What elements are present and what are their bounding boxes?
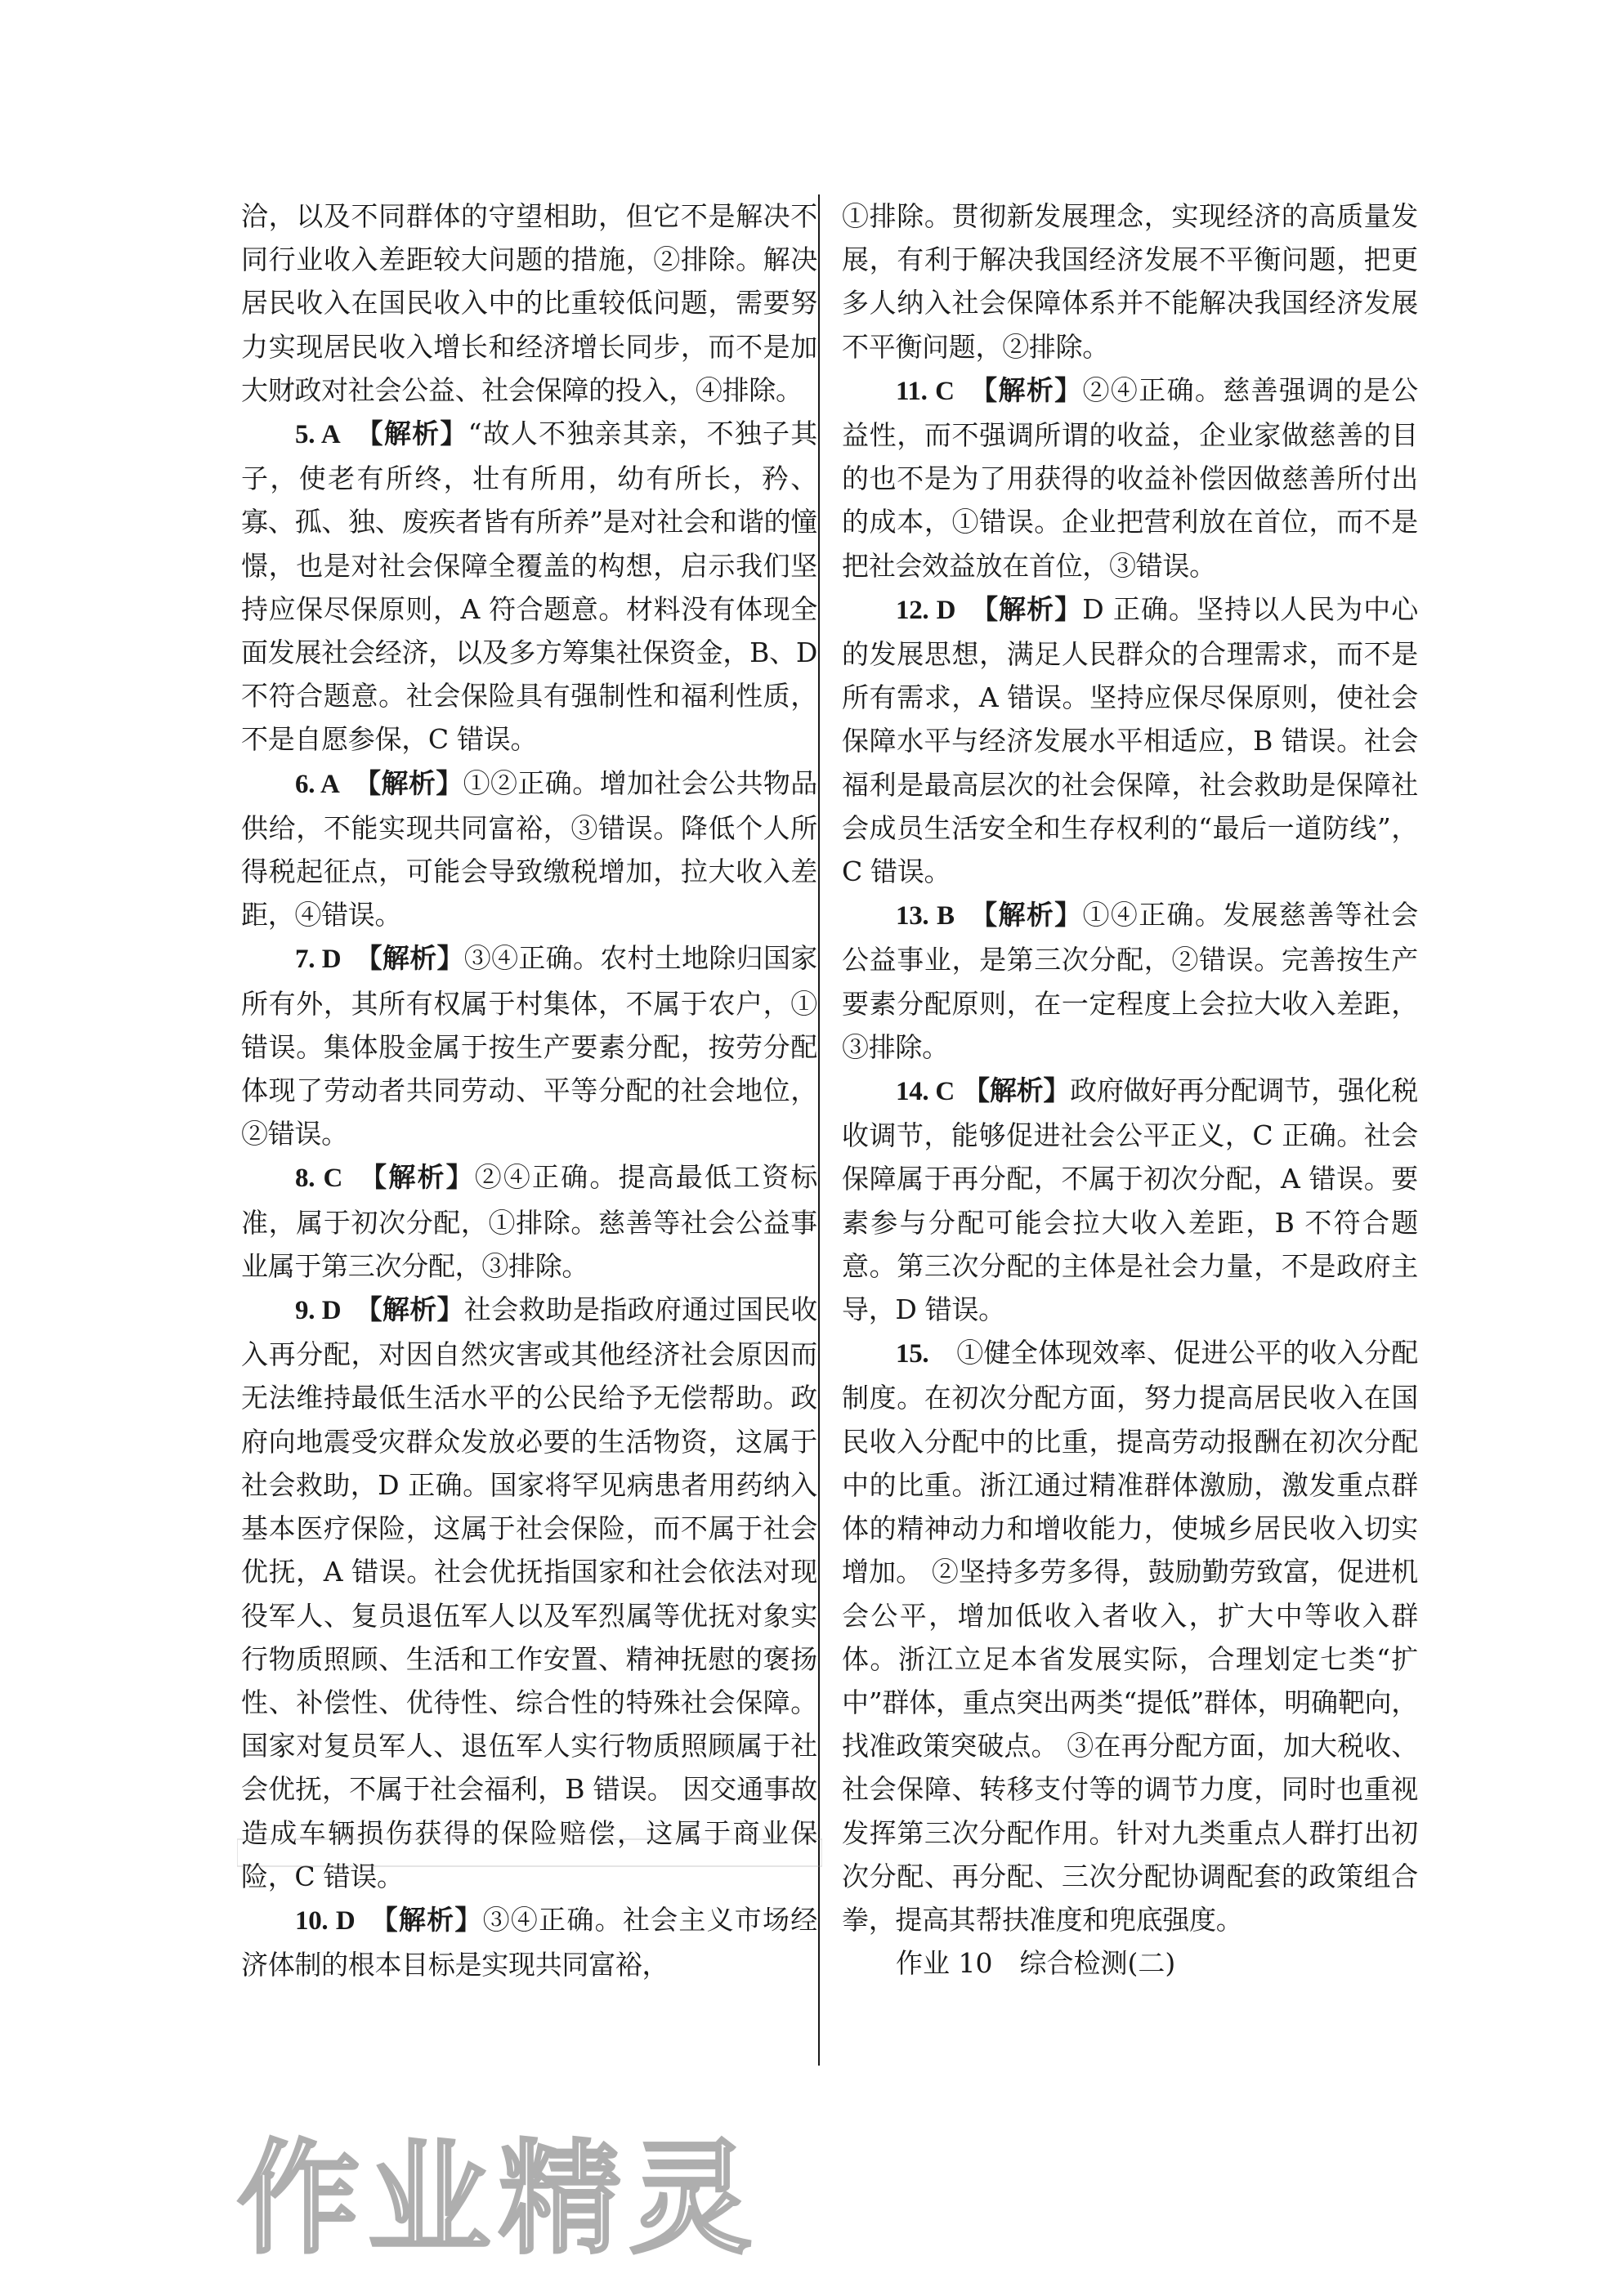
- analysis-label: 【解析】: [384, 1903, 483, 1936]
- question-number: 6. A: [295, 769, 340, 799]
- analysis-label: 【解析】: [369, 1293, 464, 1326]
- analysis-label: 【解析】: [369, 942, 464, 975]
- question-number: 14. C: [896, 1077, 955, 1107]
- answer-paragraph: [241, 412, 817, 762]
- answer-paragraph: [241, 1155, 817, 1288]
- question-number: 11. C: [896, 376, 955, 406]
- question-number: 7. D: [295, 945, 342, 975]
- section-title: 作业 10 综合检测(二): [896, 1947, 1176, 1980]
- analysis-label: 【解析】: [367, 766, 463, 799]
- answer-paragraph: [842, 369, 1418, 587]
- analysis-label: 【解析】: [373, 1161, 475, 1194]
- question-number: 12. D: [896, 595, 956, 625]
- answer-paragraph: [241, 762, 817, 937]
- answer-paragraph: [842, 1331, 1418, 1941]
- question-number: 9. D: [295, 1296, 342, 1326]
- paragraph-text: ①②正确。增加社会公共物品供给，不能实现共同富裕，③错误。降低个人所得税起征点，可能会导致缴税增加，拉大收入差距，④错误。: [241, 766, 817, 931]
- column-divider: [818, 194, 820, 2066]
- answer-paragraph: [842, 893, 1418, 1069]
- question-number: 5. A: [295, 420, 341, 450]
- watermark-logo: 作业精灵: [237, 2128, 761, 2271]
- analysis-label: 【解析】: [369, 418, 468, 450]
- paragraph-text: 洽，以及不同群体的守望相助，但它不是解决不同行业收入差距较大问题的措施，②排除。解决居民收入在国民收入中的比重较低问题，需要努力实现居民收入增长和经济增长同步，而不是加大财政对社会公益、社会保障的投入，④排除。: [241, 200, 817, 406]
- paragraph-text: “故人不独亲其亲，不独子其子，使老有所终，壮有所用，幼有所长，矜、寡、孤、独、废疾者皆有所养”是对社会和谐的憧憬，也是对社会保障全覆盖的构想，启示我们坚持应保尽保原则，A 符合题意。材料没有体现全面发展社会经济，以及多方筹集社保资金，B、D 不符合题意。社会保险具有强制性和福利性质，不是自愿参保，C 错误。: [241, 418, 817, 756]
- paragraph-text: ③④正确。农村土地除归国家所有外，其所有权属于村集体，不属于农户，①错误。集体股金属于按生产要素分配，按劳分配体现了劳动者共同劳动、平等分配的社会地位，②错误。: [241, 942, 817, 1150]
- answer-paragraph: [241, 1898, 817, 1986]
- paragraph-text: ②④正确。慈善强调的是公益性，而不强调所谓的收益，企业家做慈善的目的也不是为了用获得的收益补偿因做慈善所付出的成本，①错误。企业把营利放在首位，而不是把社会效益放在首位，③错误。: [842, 373, 1418, 582]
- paragraph-text: ③④正确。社会主义市场经济体制的根本目标是实现共同富裕，: [241, 1903, 817, 1981]
- answer-paragraph: [842, 587, 1418, 893]
- answer-paragraph: [842, 194, 1418, 369]
- analysis-label: 【解析】: [984, 592, 1083, 625]
- paragraph-text: ①排除。贯彻新发展理念，实现经济的高质量发展，有利于解决我国经济发展不平衡问题，把更多人纳入社会保障体系并不能解决我国经济发展不平衡问题，②排除。: [842, 200, 1418, 363]
- answer-paragraph: [842, 1069, 1418, 1331]
- answer-paragraph: [241, 936, 817, 1155]
- paragraph-text: ①④正确。发展慈善等社会公益事业，是第三次分配，②错误。完善按生产要素分配原则，在一定程度上会拉大收入差距，③排除。: [842, 899, 1418, 1063]
- analysis-label: 【解析】: [983, 373, 1083, 406]
- question-number: 13. B: [896, 901, 955, 931]
- right-column: [842, 194, 1418, 1985]
- left-column: [241, 194, 817, 1986]
- paragraph-text: ①健全体现效率、促进公平的收入分配制度。在初次分配方面，努力提高居民收入在国民收入分配中的比重，提高劳动报酬在初次分配中的比重。浙江通过精准群体激励，激发重点群体的精神动力和增收能力，使城乡居民收入切实增加。 ②坚持多劳多得，鼓励勤劳致富，促进机会公平，增加低收入者收入，扩大中等收入群体。浙江立足本省发展实际，合理划定七类“扩中”群体，重点突出两类“提低”群体，明确靶向，找准政策突破点。 ③在再分配方面，加大税收、社会保障、转移支付等的调节力度，同时也重视发挥第三次分配作用。针对九类重点人群打出初次分配、再分配、三次分配协调配套的政策组合拳，提高其帮扶准度和兜底强度。: [842, 1337, 1419, 1936]
- paragraph-text: 政府做好再分配调节，强化税收调节，能够促进社会公平正义，C 正确。社会保障属于再分配，不属于初次分配，A 错误。要素参与分配可能会拉大收入差距，B 不符合题意。第三次分配的主体是社会力量，不是政府主导，D 错误。: [842, 1074, 1418, 1326]
- paragraph-text: 社会救助是指政府通过国民收入再分配，对因自然灾害或其他经济社会原因而无法维持最低生活水平的公民给予无偿帮助。政府向地震受灾群众发放必要的生活物资，这属于社会救助，D 正确。国家将罕见病患者用药纳入基本医疗保险，这属于社会保险，而不属于社会优抚，A 错误。社会优抚指国家和社会依法对现役军人、复员退伍军人以及军烈属等优抚对象实行物质照顾、生活和工作安置、精神抚慰的褒扬性、补偿性、优待性、综合性的特殊社会保障。国家对复员军人、退伍军人实行物质照顾属于社会优抚，不属于社会福利，B 错误。 因交通事故造成车辆损伤获得的保险赔偿，这属于商业保险，C 错误。: [241, 1293, 817, 1892]
- question-number: 8. C: [295, 1164, 343, 1194]
- paragraph-text: ②④正确。提高最低工资标准，属于初次分配，①排除。慈善等社会公益事业属于第三次分配，③排除。: [241, 1161, 818, 1282]
- question-number: 15.: [896, 1339, 929, 1369]
- answer-paragraph: [241, 194, 817, 412]
- watermark-band: [237, 1834, 822, 1871]
- answer-paragraph: [241, 1288, 817, 1898]
- analysis-label: 【解析】: [983, 899, 1083, 931]
- analysis-label: 【解析】: [963, 1074, 1071, 1107]
- paragraph-text: D 正确。坚持以人民为中心的发展思想，满足人民群众的合理需求，而不是所有需求，A 错误。坚持应保尽保原则，使社会保障水平与经济发展水平相适应，B 错误。社会福利是最高层次的社会保障，社会救助是保障社会成员生活安全和生存权利的“最后一道防线”，C 错误。: [842, 592, 1418, 888]
- question-number: 10. D: [295, 1905, 356, 1936]
